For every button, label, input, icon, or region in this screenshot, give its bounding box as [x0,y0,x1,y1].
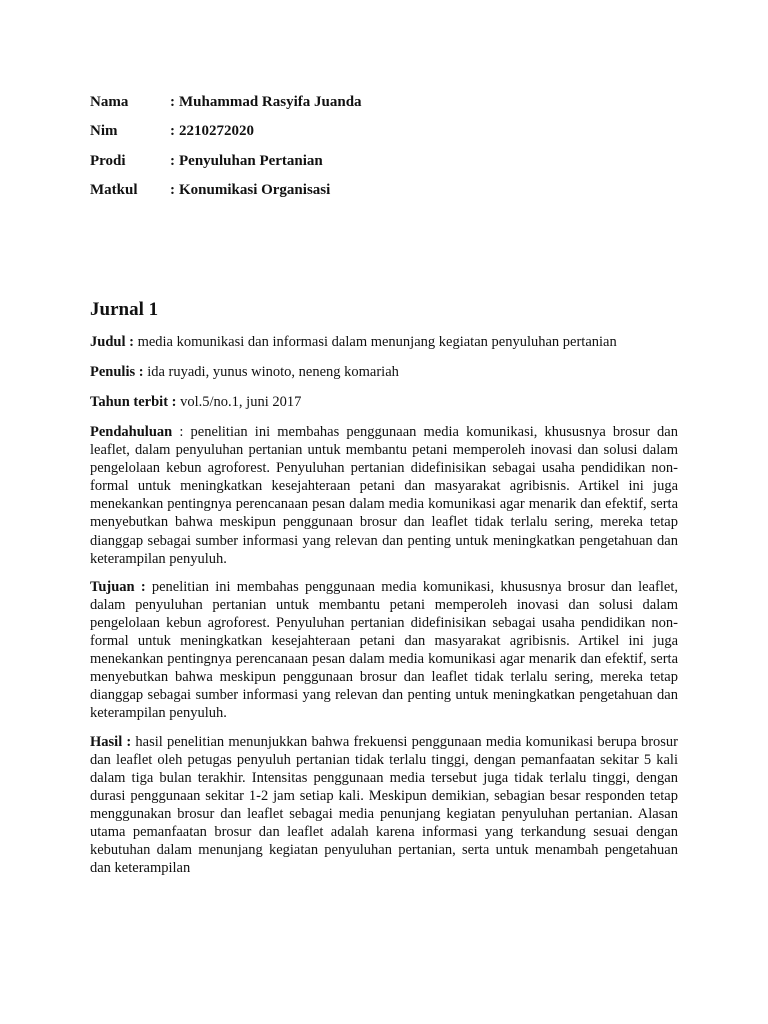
pendahuluan-label: Pendahuluan [90,424,173,440]
tujuan-text: penelitian ini membahas penggunaan media komunikasi, khususnya brosur dan leaflet, dalam penyuluhan pertanian untuk membantu petani memperoleh inovasi dan solusi dalam pengelolaan kebun agroforest. Penyuluhan pertanian didefinisikan sebagai usaha pendidikan non-formal untuk meningkatkan kesejahteraan petani dan masyarakat agribisnis. Artikel ini juga menekankan pentingnya perencanaan pesan dalam media komunikasi agar menarik dan efektif, serta menyebutkan bahwa meskipun penggunaan brosur dan leaflet tidak terlalu sering, mereka tetap dianggap sebagai sumber informasi yang relevan dan penting untuk meningkatkan pengetahuan dan keterampilan penyuluh. [90,578,678,722]
identity-row-nim [90,121,680,150]
identity-label: Nim [90,123,118,140]
tujuan-label: Tujuan : [90,578,146,595]
judul-value: media komunikasi dan informasi dalam menunjang kegiatan penyuluhan pertanian [137,334,617,350]
identity-label: Matkul [90,181,138,198]
identity-separator: : [170,123,175,140]
hasil-label: Hasil : [90,733,132,750]
tahun-line [90,393,678,411]
hasil-paragraph [90,733,678,878]
journal-section [90,296,678,887]
penulis-line [90,363,678,381]
hasil-text: hasil penelitian menunjukkan bahwa frekuensi penggunaan media komunikasi berupa brosur dan leaflet oleh petugas penyuluh pertanian tidak terlalu tinggi, dengan pemanfaatan sekitar 5 kali dalam tiga bulan terakhir. Intensitas penggunaan media tersebut juga tidak terlalu tinggi, dengan durasi penggunaan sekitar 1-2 jam setiap kali. Meskipun demikian, sebagian besar responden tetap menggunakan brosur dan leaflet sebagai media penunjang kegiatan penyuluhan pertanian. Alasan utama pemanfaatan brosur dan leaflet adalah karena informasi yang terkandung sesuai dengan kebutuhan dalam menunjang kegiatan penyuluhan pertanian, serta untuk menambah pengetahuan dan keterampilan [90,733,678,877]
identity-block [90,92,680,209]
identity-label: Nama [90,94,129,110]
judul-line [90,333,678,351]
identity-separator: : [170,94,175,110]
identity-row-prodi [90,151,680,180]
penulis-label: Penulis : [90,364,144,380]
identity-value: Konumikasi Organisasi [179,181,331,198]
identity-separator: : [170,181,175,198]
identity-value: 2210272020 [179,123,254,140]
pendahuluan-text: : penelitian ini membahas penggunaan media komunikasi, khususnya brosur dan leaflet, dalam penyuluhan pertanian untuk membantu petani memperoleh inovasi dan solusi dalam pengelolaan kebun agroforest. Penyuluhan pertanian didefinisikan sebagai usaha pendidikan non-formal untuk meningkatkan kesejahteraan petani dan masyarakat agribisnis. Artikel ini juga menekankan pentingnya perencanaan pesan dalam media komunikasi agar menarik dan efektif, serta menyebutkan bahwa meskipun penggunaan brosur dan leaflet tidak terlalu sering, mereka tetap dianggap sebagai sumber informasi yang relevan dan penting untuk meningkatkan pengetahuan dan keterampilan penyuluh. [90,424,678,567]
pendahuluan-paragraph [90,423,678,568]
journal-title: Jurnal 1 [90,299,159,320]
tujuan-paragraph [90,578,678,723]
identity-label: Prodi [90,152,126,169]
tahun-label: Tahun terbit : [90,394,177,410]
identity-row-nama [90,92,680,121]
tahun-value: vol.5/no.1, juni 2017 [180,394,302,410]
identity-separator: : [170,152,175,169]
judul-label: Judul : [90,334,134,350]
identity-value: Penyuluhan Pertanian [179,152,323,169]
identity-row-matkul [90,180,680,209]
penulis-value: ida ruyadi, yunus winoto, neneng komariah [147,364,399,380]
identity-value: Muhammad Rasyifa Juanda [179,94,362,110]
